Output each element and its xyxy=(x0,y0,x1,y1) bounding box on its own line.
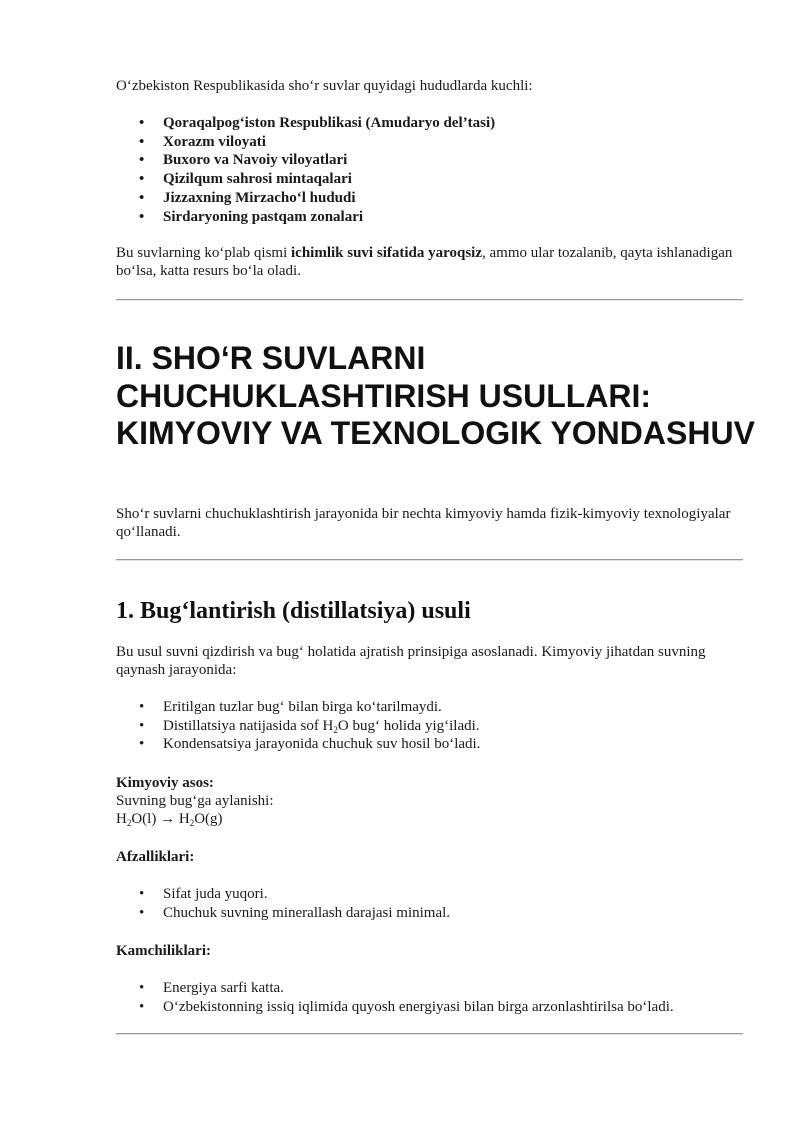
process-points-list xyxy=(116,698,480,754)
disadvantages-list xyxy=(116,979,674,1016)
regions-list xyxy=(116,114,495,226)
list-item: • Chuchuk suvning minerallash darajasi minimal. xyxy=(116,904,450,923)
list-item: • Eritilgan tuzlar bug‘ bilan birga ko‘tarilmaydi. xyxy=(116,698,480,717)
divider xyxy=(116,299,743,301)
resource-text-part2: , ammo ular tozalanib, qayta ishlanadigan bo‘lsa, katta resurs bo‘la oladi. xyxy=(116,245,733,279)
list-item: • Xorazm viloyati xyxy=(116,133,495,152)
list-item xyxy=(116,717,480,736)
subscript: 2 xyxy=(333,724,338,735)
list-item: • Qoraqalpog‘iston Respublikasi (Amudaryo del’tasi) xyxy=(116,114,495,133)
disadvantages-label: Kamchiliklari: xyxy=(116,943,211,959)
list-item-text: O bug‘ holida yig‘iladi. xyxy=(337,717,480,734)
list-item: • Buxoro va Navoiy viloyatlari xyxy=(116,151,495,170)
subscript: 2 xyxy=(189,818,195,828)
equation-text: H xyxy=(178,811,190,827)
subsection-title: 1. Bug‘lantirish (distillatsiya) usuli xyxy=(116,598,471,624)
list-item: • Sifat juda yuqori. xyxy=(116,885,450,904)
advantages-label: Afzalliklari: xyxy=(116,849,195,865)
equation-text: O(l) xyxy=(131,811,157,827)
list-item: • Kondensatsiya jarayonida chuchuk suv hosil bo‘ladi. xyxy=(116,735,480,754)
advantages-list xyxy=(116,885,450,922)
chem-equation xyxy=(116,810,223,828)
list-item-text: Distillatsiya natijasida sof H xyxy=(163,717,334,734)
list-item: • Sirdaryoning pastqam zonalari xyxy=(116,208,495,227)
list-item: • Jizzaxning Mirzacho‘l hududi xyxy=(116,189,495,208)
list-item: • O‘zbekistonning issiq iqlimida quyosh energiyasi bilan birga arzonlashtirilsa bo‘ladi. xyxy=(116,998,674,1017)
resource-text-bold: ichimlik suvi sifatida yaroqsiz xyxy=(291,245,483,261)
equation-text: O(g) xyxy=(194,811,223,827)
intro-paragraph: O‘zbekiston Respublikasida sho‘r suvlar quyidagi hududlarda kuchli: xyxy=(116,78,533,94)
section-title: II. SHO‘R SUVLARNI CHUCHUKLASHTIRISH USULLARI: KIMYOVIY VA TEXNOLOGIK YONDASHUV xyxy=(116,340,755,451)
subsection-intro-paragraph: Bu usul suvni qizdirish va bug‘ holatida ajratish prinsipiga asoslanadi. Kimyoviy jihatdan suvning qaynash jarayonida: xyxy=(116,644,706,678)
divider xyxy=(116,1033,743,1035)
resource-paragraph xyxy=(116,244,746,280)
arrow-icon: → xyxy=(160,811,176,827)
resource-text-part1: Bu suvlarning ko‘plab qismi xyxy=(116,245,291,261)
section-intro-paragraph: Sho‘r suvlarni chuchuklashtirish jarayonida bir nechta kimyoviy hamda fizik-kimyoviy texnologiyalar qo‘llanadi. xyxy=(116,506,731,540)
divider xyxy=(116,559,743,561)
list-item: • Qizilqum sahrosi mintaqalari xyxy=(116,170,495,189)
equation-text: H xyxy=(116,811,127,827)
list-item: • Energiya sarfi katta. xyxy=(116,979,674,998)
chem-basis-line: Suvning bug‘ga aylanishi: xyxy=(116,793,274,809)
subscript: 2 xyxy=(126,818,132,828)
chem-basis-label: Kimyoviy asos: xyxy=(116,775,214,791)
